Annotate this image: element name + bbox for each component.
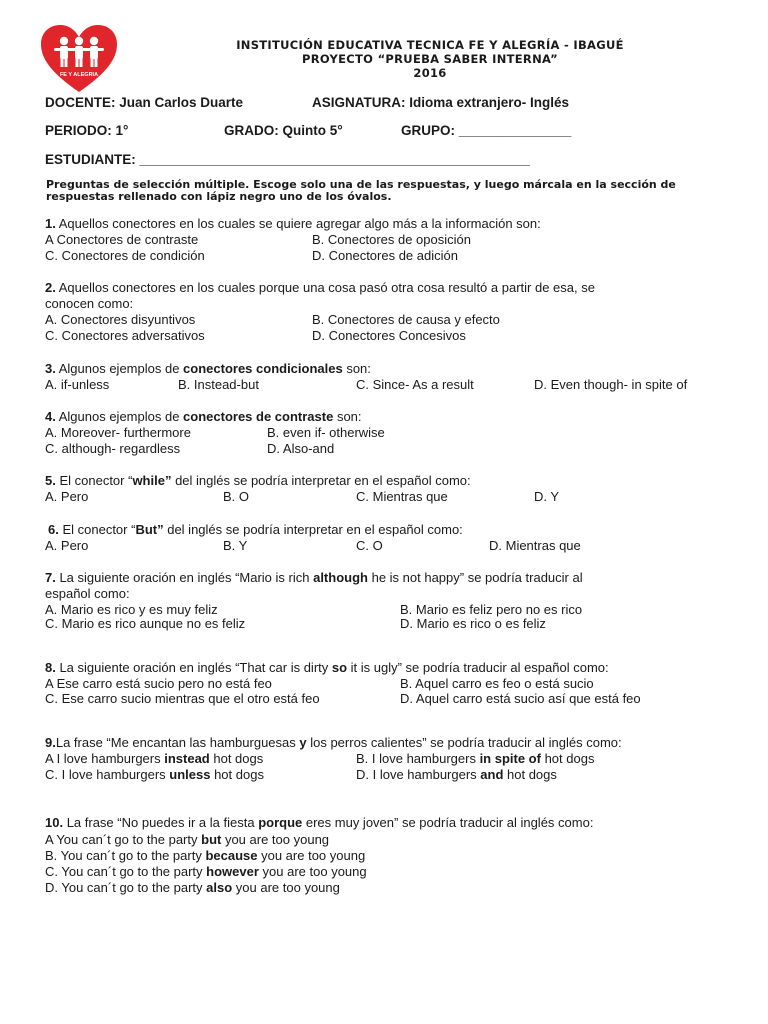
year: 2016 [413, 66, 447, 80]
q1-option-b[interactable]: B. Conectores de oposición [312, 232, 471, 247]
q10-option-d[interactable]: D. You can´t go to the party also you are too young [45, 880, 340, 895]
q1-option-d[interactable]: D. Conectores de adición [312, 248, 458, 263]
q3-option-b[interactable]: B. Instead-but [178, 377, 259, 392]
q1-option-c[interactable]: C. Conectores de condición [45, 248, 205, 263]
q2-option-d[interactable]: D. Conectores Concesivos [312, 328, 466, 343]
asignatura-label: ASIGNATURA: Idioma extranjero- Inglés [312, 95, 570, 110]
q5-option-b[interactable]: B. O [223, 489, 250, 504]
question-3: 3. Algunos ejemplos de conectores condicionales son: [45, 361, 371, 376]
question-1: 1. Aquellos conectores en los cuales se quiere agregar algo más a la información son: [45, 216, 541, 231]
q3-option-a[interactable]: A. if-unless [45, 377, 110, 392]
q4-option-a[interactable]: A. Moreover- furthermore [45, 425, 191, 440]
question-2-cont: conocen como: [45, 296, 134, 311]
q3-option-c[interactable]: C. Since- As a result [356, 377, 474, 392]
q10-option-c[interactable]: C. You can´t go to the party however you are too young [45, 864, 367, 879]
question-5: 5. El conector “while” del inglés se podría interpretar en el español como: [45, 473, 471, 488]
q7-option-c[interactable]: C. Mario es rico aunque no es feliz [45, 616, 246, 631]
q5-option-c[interactable]: C. Mientras que [356, 489, 448, 504]
q4-option-b[interactable]: B. even if- otherwise [267, 425, 385, 440]
q6-option-c[interactable]: C. O [356, 538, 383, 553]
q9-option-c[interactable]: C. I love hamburgers unless hot dogs [45, 767, 264, 782]
q9-option-a[interactable]: A I love hamburgers instead hot dogs [45, 751, 264, 766]
question-2: 2. Aquellos conectores en los cuales porque una cosa pasó otra cosa resultó a partir de esa, se [45, 280, 595, 295]
question-7: 7. La siguiente oración en inglés “Mario is rich although he is not happy” se podría traducir al [45, 570, 583, 585]
question-4: 4. Algunos ejemplos de conectores de contraste son: [45, 409, 362, 424]
institution-title: INSTITUCIÓN EDUCATIVA TECNICA FE Y ALEGRÍA - IBAGUÉ [236, 38, 624, 52]
q3-option-d[interactable]: D. Even though- in spite of [534, 377, 688, 392]
q9-option-b[interactable]: B. I love hamburgers in spite of hot dogs [356, 751, 595, 766]
q6-option-d[interactable]: D. Mientras que [489, 538, 581, 553]
instructions: Preguntas de selección múltiple. Escoge solo una de las respuestas, y luego márcala en la sección de respuestas rellenado con lápiz negro uno de los óvalos. [46, 178, 676, 203]
q2-option-a[interactable]: A. Conectores disyuntivos [45, 312, 196, 327]
q1-option-a[interactable]: A Conectores de contraste [45, 232, 199, 247]
q4-option-d[interactable]: D. Also-and [267, 441, 335, 456]
question-9: 9.La frase “Me encantan las hamburguesas y los perros calientes” se podría traducir al inglés como: [45, 735, 622, 750]
q2-option-b[interactable]: B. Conectores de causa y efecto [312, 312, 500, 327]
q9-option-d[interactable]: D. I love hamburgers and hot dogs [356, 767, 557, 782]
q10-option-b[interactable]: B. You can´t go to the party because you are too young [45, 848, 366, 863]
q10-option-a[interactable]: A You can´t go to the party but you are too young [45, 832, 330, 847]
logo-text: FE Y ALEGRIA [59, 72, 99, 78]
question-8: 8. La siguiente oración en inglés “That car is dirty so it is ugly” se podría traducir al español como: [45, 660, 609, 675]
q7-option-b[interactable]: B. Mario es feliz pero no es rico [400, 602, 583, 617]
q5-option-a[interactable]: A. Pero [45, 489, 89, 504]
q8-option-b[interactable]: B. Aquel carro es feo o está sucio [400, 676, 594, 691]
periodo-label: PERIODO: 1° [45, 123, 129, 138]
q2-option-c[interactable]: C. Conectores adversativos [45, 328, 205, 343]
question-10: 10. La frase “No puedes ir a la fiesta porque eres muy joven” se podría traducir al inglés como: [45, 815, 594, 830]
q7-option-a[interactable]: A. Mario es rico y es muy feliz [45, 602, 218, 617]
q4-option-c[interactable]: C. although- regardless [45, 441, 181, 456]
fe-y-alegria-logo [40, 24, 118, 94]
project-title: PROYECTO “PRUEBA SABER INTERNA” [301, 52, 559, 66]
q8-option-d[interactable]: D. Aquel carro está sucio así que está feo [400, 691, 641, 706]
q6-option-b[interactable]: B. Y [223, 538, 248, 553]
q6-option-a[interactable]: A. Pero [45, 538, 89, 553]
grupo-field[interactable]: GRUPO: _______________ [401, 123, 572, 138]
q7-option-d[interactable]: D. Mario es rico o es feliz [400, 616, 546, 631]
question-7-cont: español como: [45, 586, 130, 601]
grado-label: GRADO: Quinto 5° [224, 123, 343, 138]
q8-option-c[interactable]: C. Ese carro sucio mientras que el otro está feo [45, 691, 320, 706]
q8-option-a[interactable]: A Ese carro está sucio pero no está feo [45, 676, 272, 691]
docente-label: DOCENTE: Juan Carlos Duarte [45, 95, 244, 110]
estudiante-field[interactable]: ESTUDIANTE: ____________________________________________________ [45, 152, 530, 167]
q5-option-d[interactable]: D. Y [534, 489, 560, 504]
question-6: 6. El conector “But” del inglés se podría interpretar en el español como: [48, 522, 463, 537]
